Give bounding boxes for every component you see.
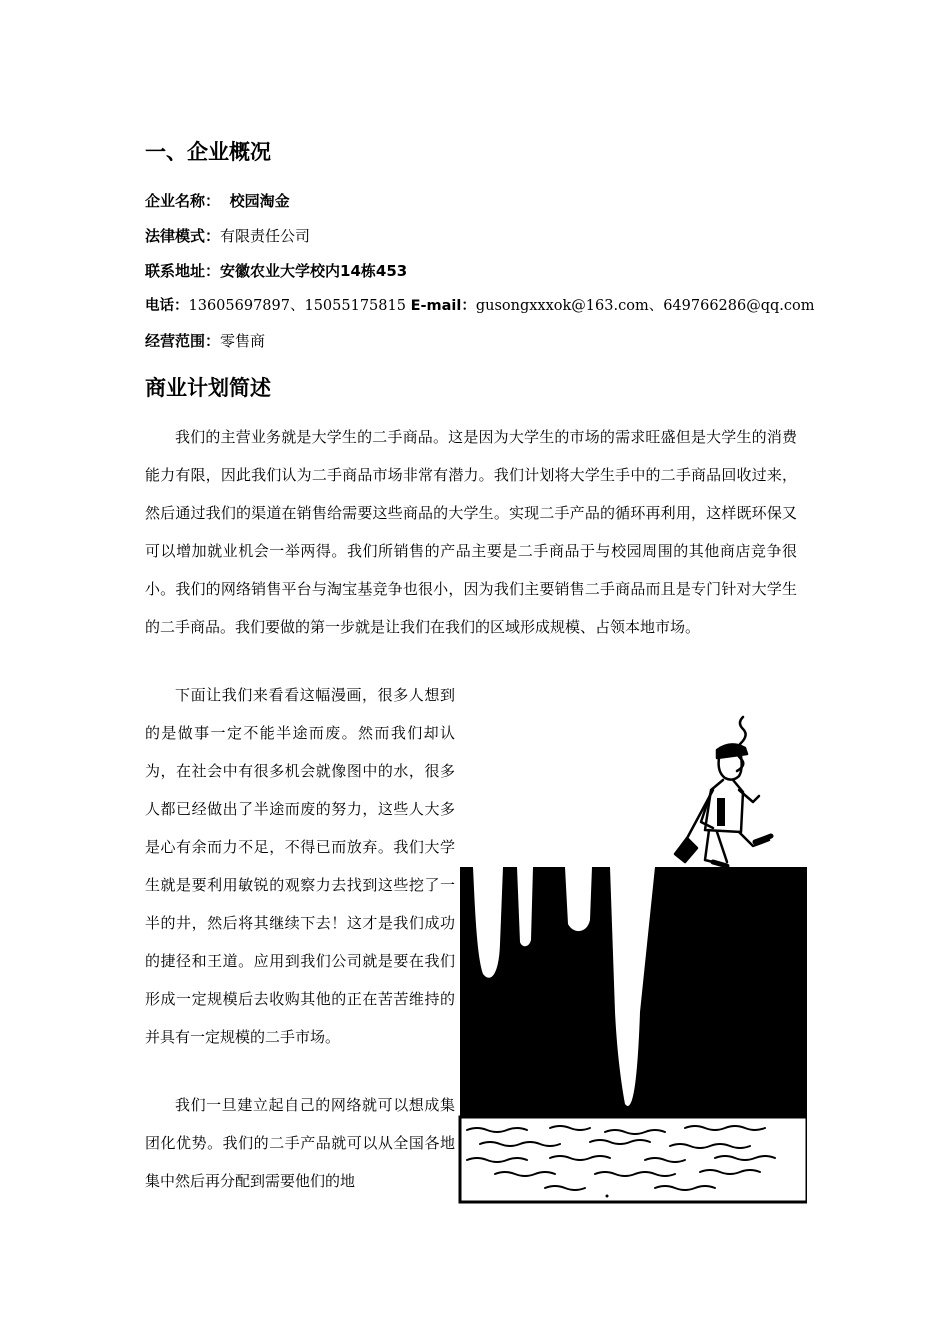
email-label: E-mail： bbox=[410, 298, 476, 314]
suspender-shadow bbox=[717, 798, 725, 826]
phone-label: 电话： bbox=[145, 298, 189, 314]
section-title-overview: 一、企业概况 bbox=[145, 140, 271, 164]
section-title-business-plan: 商业计划简述 bbox=[145, 376, 271, 400]
info-address bbox=[145, 260, 407, 282]
scope-value: 零售商 bbox=[220, 332, 266, 350]
company-name-value: 校园淘金 bbox=[229, 192, 290, 210]
company-name-label: 企业名称： bbox=[145, 192, 221, 210]
legal-form-value: 有限责任公司 bbox=[220, 227, 311, 245]
paragraph-main-business: 我们的主营业务就是大学生的二手商品。这是因为大学生的市场的需求旺盛但是大学生的消费能力有限，因此我们认为二手商品市场非常有潜力。我们计划将大学生手中的二手商品回收过来，然后通过我们的渠道在销售给需要这些商品的大学生。实现二手产品的循环再利用，这样既环保又可以增加就业机会一举两得。我们所销售的产品主要是二手商品于与校园周围的其他商店竞争很小。我们的网络销售平台与淘宝基竞争也很小，因为我们主要销售二手商品而且是专门针对大学生的二手商品。我们要做的第一步就是让我们在我们的区域形成规模、占领本地市场。 bbox=[145, 428, 797, 636]
address-label: 联系地址： bbox=[145, 262, 221, 280]
info-legal-form bbox=[145, 225, 310, 247]
legal-form-label: 法律模式： bbox=[145, 227, 221, 245]
water-dot bbox=[606, 1195, 609, 1198]
info-company-name bbox=[145, 190, 290, 212]
address-value: 安徽农业大学校内14栋453 bbox=[220, 262, 408, 280]
email-value: gusongxxxok@163.com、649766286@qq.com bbox=[475, 298, 815, 314]
ground-with-wells bbox=[460, 867, 807, 1117]
info-contact bbox=[145, 295, 815, 317]
paragraph-network-advantage: 我们一旦建立起自己的网络就可以想成集团化优势。我们的二手产品就可以从全国各地集中然后再分配到需要他们的地 bbox=[145, 1096, 455, 1190]
well-digging-cartoon bbox=[455, 712, 807, 1207]
info-scope bbox=[145, 330, 265, 352]
scope-label: 经营范围： bbox=[145, 332, 221, 350]
walking-man-figure bbox=[675, 717, 771, 866]
phone-value: 13605697897、15055175815 bbox=[188, 298, 406, 314]
paragraph-cartoon-explanation: 下面让我们来看看这幅漫画，很多人想到的是做事一定不能半途而废。然而我们却认为，在社会中有很多机会就像图中的水，很多人都已经做出了半途而废的努力，这些人大多是心有余而力不足，不得已而放弃。我们大学生就是要利用敏锐的观察力去找到这些挖了一半的井，然后将其继续下去！这才是我们成功的捷径和王道。应用到我们公司就是要在我们形成一定规模后去收购其他的正在苦苦维持的并具有一定规模的二手市场。 bbox=[145, 686, 455, 1046]
